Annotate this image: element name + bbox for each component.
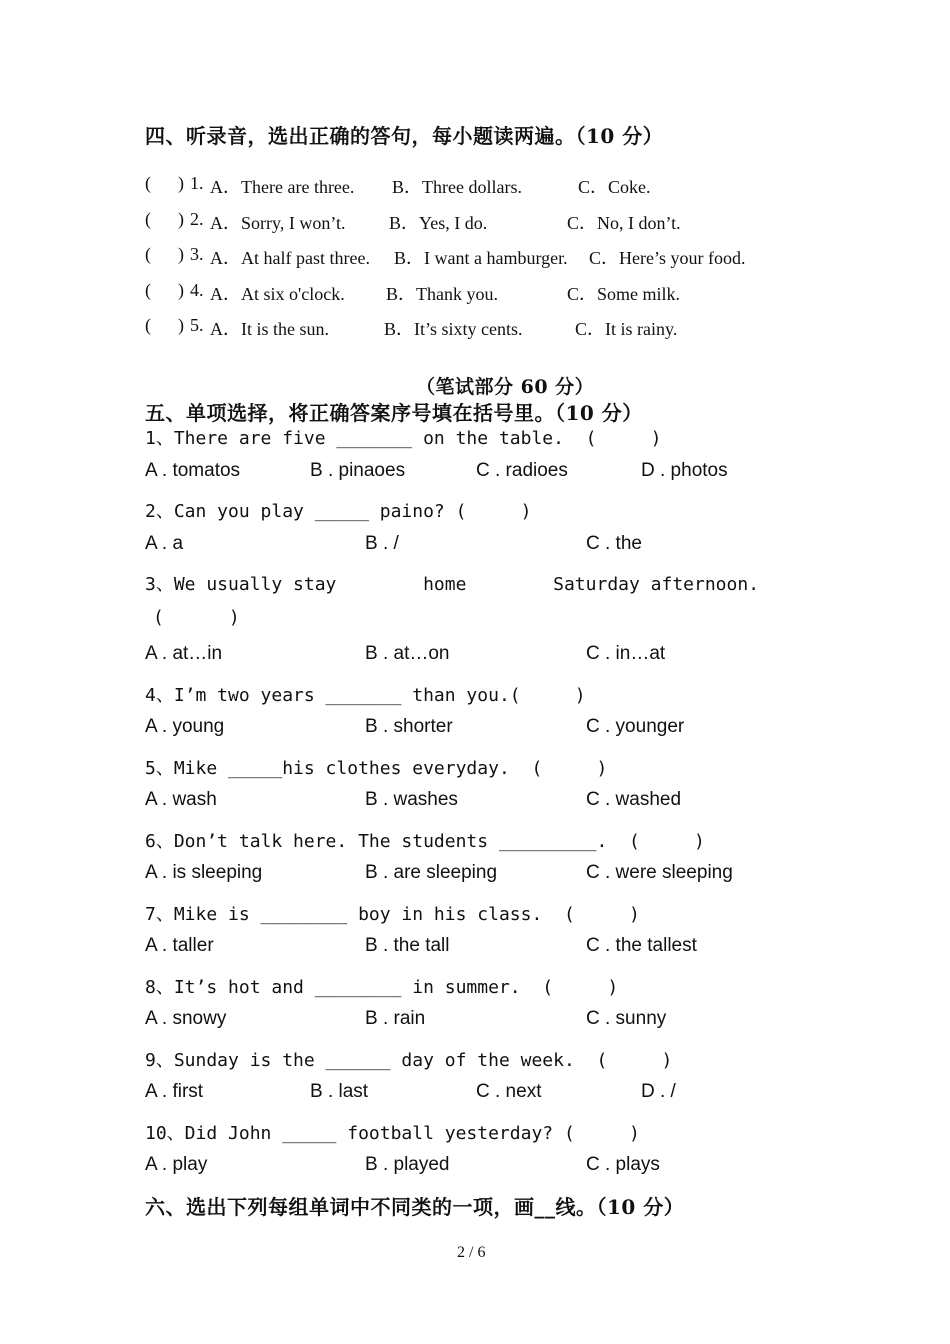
answer-bracket: ( ) bbox=[145, 280, 184, 300]
option-b: B．I want a hamburger. bbox=[394, 248, 568, 268]
item-number: 4. bbox=[190, 280, 204, 300]
option-d: D . photos bbox=[641, 460, 728, 481]
option-c: C . the tallest bbox=[586, 935, 697, 956]
question-text: 1、There are five _______ on the table. ( ) bbox=[145, 428, 662, 449]
option-b: B . at…on bbox=[365, 643, 450, 664]
answer-bracket: ( ) bbox=[153, 607, 240, 628]
answer-bracket: ( ) bbox=[145, 209, 184, 229]
option-c: C . sunny bbox=[586, 1008, 667, 1029]
option-d: D . / bbox=[641, 1081, 676, 1102]
option-b: B . last bbox=[310, 1081, 369, 1102]
option-a: A . a bbox=[145, 533, 184, 554]
item-number: 2. bbox=[190, 209, 204, 229]
question-text: 3、We usually stay home Saturday afternoon. bbox=[145, 574, 760, 595]
option-a: A．Sorry, I won’t. bbox=[210, 213, 346, 233]
item-number: 1. bbox=[190, 173, 204, 193]
option-a: A . first bbox=[145, 1081, 204, 1102]
answer-bracket: ( ) bbox=[145, 173, 184, 193]
question-text: 8、It’s hot and ________ in summer. ( ) bbox=[145, 977, 619, 998]
question-text: 4、I’m two years _______ than you.( ) bbox=[145, 685, 586, 706]
option-c: C．Coke. bbox=[578, 177, 651, 197]
option-a: A . play bbox=[145, 1154, 208, 1175]
answer-bracket: ( ) bbox=[145, 315, 184, 335]
option-c: C . were sleeping bbox=[586, 862, 733, 883]
question-text: 7、Mike is ________ boy in his class. ( ) bbox=[145, 904, 640, 925]
item-number: 3. bbox=[190, 244, 204, 264]
option-b: B . / bbox=[365, 533, 399, 554]
option-a: A．There are three. bbox=[210, 177, 355, 197]
option-b: B . washes bbox=[365, 789, 458, 810]
option-c: C . washed bbox=[586, 789, 682, 810]
option-c: C . radioes bbox=[476, 460, 568, 481]
option-a: A . at…in bbox=[145, 643, 223, 664]
option-b: B . played bbox=[365, 1154, 450, 1175]
option-c: C . next bbox=[476, 1081, 542, 1102]
section4-title: 四、听录音，选出正确的答句，每小题读两遍。（10 分） bbox=[145, 124, 664, 148]
item-number: 5. bbox=[190, 315, 204, 335]
option-c: C . the bbox=[586, 533, 642, 554]
option-a: A．At half past three. bbox=[210, 248, 370, 268]
option-b: B . pinaoes bbox=[310, 460, 406, 481]
option-b: B . shorter bbox=[365, 716, 453, 737]
option-b: B．It’s sixty cents. bbox=[384, 319, 523, 339]
question-text: 2、Can you play _____ paino? ( ) bbox=[145, 501, 532, 522]
option-a: A . snowy bbox=[145, 1008, 227, 1029]
option-b: B . rain bbox=[365, 1008, 426, 1029]
written-part-label: （笔试部分 60 分） bbox=[416, 376, 595, 398]
option-c: C．Some milk. bbox=[567, 284, 681, 304]
option-a: A．At six o'clock. bbox=[210, 284, 345, 304]
section6-title: 六、选出下列每组单词中不同类的一项，画__线。（10 分） bbox=[145, 1195, 685, 1219]
option-c: C . plays bbox=[586, 1154, 660, 1175]
option-b: B．Yes, I do. bbox=[389, 213, 488, 233]
option-a: A . is sleeping bbox=[145, 862, 263, 883]
option-a: A．It is the sun. bbox=[210, 319, 329, 339]
option-c: C . in…at bbox=[586, 643, 666, 664]
answer-bracket: ( ) bbox=[145, 244, 184, 264]
option-a: A . taller bbox=[145, 935, 214, 956]
option-c: C．Here’s your food. bbox=[589, 248, 746, 268]
option-b: B . the tall bbox=[365, 935, 450, 956]
page-number: 2 / 6 bbox=[457, 1244, 486, 1261]
question-text: 10、Did John _____ football yesterday? ( ) bbox=[145, 1123, 640, 1144]
question-text: 5、Mike _____his clothes everyday. ( ) bbox=[145, 758, 608, 779]
option-c: C．No, I don’t. bbox=[567, 213, 681, 233]
option-a: A . tomatos bbox=[145, 460, 241, 481]
option-c: C . younger bbox=[586, 716, 685, 737]
option-a: A . wash bbox=[145, 789, 217, 810]
option-a: A . young bbox=[145, 716, 225, 737]
option-b: B．Three dollars. bbox=[392, 177, 522, 197]
section5-title: 五、单项选择，将正确答案序号填在括号里。（10 分） bbox=[145, 401, 643, 425]
option-c: C．It is rainy. bbox=[575, 319, 678, 339]
question-text: 6、Don’t talk here. The students _________. ( ) bbox=[145, 831, 705, 852]
question-text: 9、Sunday is the ______ day of the week. ( ) bbox=[145, 1050, 673, 1071]
option-b: B . are sleeping bbox=[365, 862, 498, 883]
option-b: B．Thank you. bbox=[386, 284, 498, 304]
